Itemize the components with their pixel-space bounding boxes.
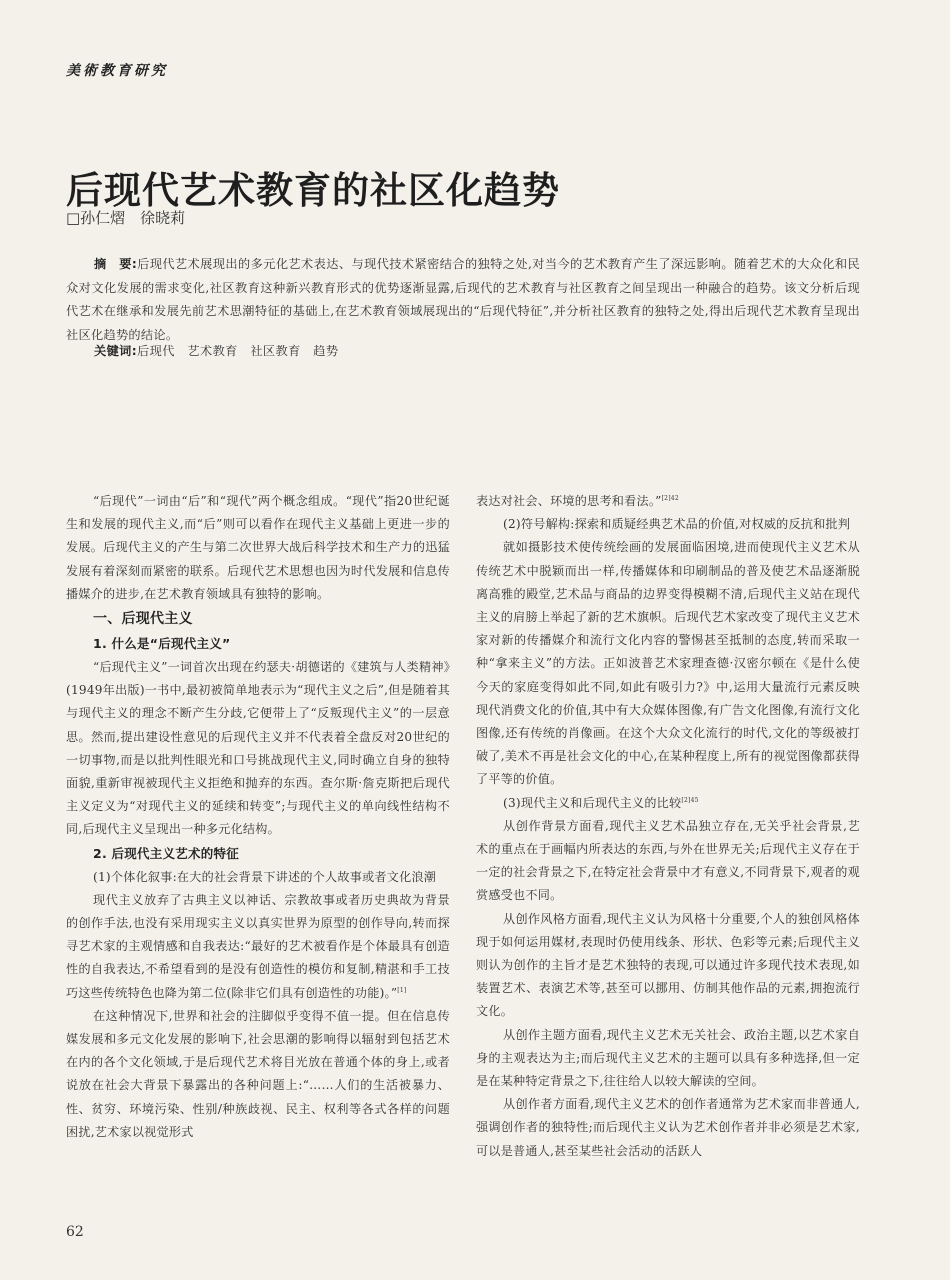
reference-marker: [2]45 bbox=[681, 796, 699, 804]
paragraph: 在这种情况下,世界和社会的注脚似乎变得不值一提。但在信息传媒发展和多元文化发展的影响下,社会思潮的影响得以辐射到包括艺术在内的各个文化领域,于是后现代艺术将目光放在普通个体的身上,或者说放在社会大背景下暴露出的各种问题上:“……人们的生活被暴力、性、贫穷、环境污染、性别/种族歧视、民主、权利等各式各样的问题困扰,艺术家以视觉形式 bbox=[66, 1008, 450, 1139]
article-authors: □孙仁熠 徐晓莉 bbox=[66, 209, 186, 227]
reference-marker: [2]42 bbox=[661, 494, 679, 502]
paragraph-text: 表达对社会、环境的思考和看法。” bbox=[476, 494, 662, 508]
keywords-label: 关键词: bbox=[94, 344, 138, 358]
right-column bbox=[476, 490, 860, 1163]
paragraph: 就如摄影技术使传统绘画的发展面临困境,进而使现代主义艺术从传统艺术中脱颖而出一样,传播媒体和印刷制品的普及使艺术品逐渐脱离高雅的殿堂,艺术品与商品的边界变得模糊不清,后现代主义站在现代主义的肩膀上举起了新的艺术旗帜。后现代艺术家改变了现代主义艺术家对新的传播媒介和流行文化内容的警惕甚至抵制的态度,转而采取一种“拿来主义”的方法。正如波普艺术家理查德·汉密尔顿在《是什么使今天的家庭变得如此不同,如此有吸引力?》中,运用大量流行元素反映现代消费文化的价值,其中有大众媒体图像,有广告文化图像,有流行文化图像,还有传统的肖像画。在这个大众文化流行的时代,文化的等级被打破了,美术不再是社会文化的中心,在某种程度上,所有的视觉图像都获得了平等的价值。 bbox=[476, 540, 860, 787]
paragraph: “后现代主义”一词首次出现在约瑟夫·胡德诺的《建筑与人类精神》(1949年出版)一书中,最初被简单地表示为“现代主义之后”,但是随着其与现代主义的理念不断产生分歧,它便带上了“反叛现代主义”的一层意思。然而,提出建设性意见的后现代主义并不代表着全盘反对20世纪的一切事物,而是以批判性眼光和口号挑战现代主义,同时确立自身的独特面貌,重新审视被现代主义拒绝和抛弃的东西。查尔斯·詹克斯把后现代主义定义为“对现代主义的延续和转变”;与现代主义的单向线性结构不同,后现代主义呈现出一种多元化结构。 bbox=[66, 660, 450, 837]
paragraph-continuation bbox=[476, 490, 860, 513]
page-number: 62 bbox=[66, 1224, 84, 1240]
keywords bbox=[94, 342, 338, 359]
abstract bbox=[66, 253, 860, 347]
subsection-heading: 2. 后现代主义艺术的特征 bbox=[93, 845, 240, 861]
journal-name: 美術教育研究 bbox=[66, 63, 168, 79]
section-heading: 一、后现代主义 bbox=[93, 611, 193, 628]
point-heading: (2)符号解构:探索和质疑经典艺术品的价值,对权威的反抗和批判 bbox=[503, 517, 851, 532]
paragraph bbox=[66, 889, 450, 1005]
intro-paragraph: “后现代”一词由“后”和“现代”两个概念组成。“现代”指20世纪诞生和发展的现代主义,而“后”则可以看作在现代主义基础上更进一步的发展。后现代主义的产生与第二次世界大战后科学技术和生产力的迅猛发展有着深刻而紧密的联系。后现代艺术思想也因为时代发展和信息传播媒介的进步,在艺术教育领域具有独特的影响。 bbox=[66, 494, 450, 601]
point-heading: (1)个体化叙事:在大的社会背景下讲述的个人故事或者文化浪潮 bbox=[93, 869, 437, 884]
paragraph: 从创作风格方面看,现代主义认为风格十分重要,个人的独创风格体现于如何运用媒材,表现时仍使用线条、形状、色彩等元素;后现代主义则认为创作的主旨才是艺术独特的表现,可以通过许多现代技术表现,如装置艺术、表演艺术等,甚至可以挪用、仿制其他作品的元素,拥抱流行文化。 bbox=[476, 911, 860, 1019]
paragraph: 从创作主题方面看,现代主义艺术无关社会、政治主题,以艺术家自身的主观表达为主;而后现代主义艺术的主题可以具有多种选择,但一定是在某种特定背景之下,往往给人以较大解读的空间。 bbox=[476, 1027, 860, 1089]
paragraph-text: 现代主义放弃了古典主义以神话、宗教故事或者历史典故为背景的创作手法,也没有采用现实主义以真实世界为原型的创作导向,转而探寻艺术家的主观情感和自我表达:“最好的艺术被看作是个体最具有创造性的自我表达,不希望看到的是没有创造性的模仿和复制,精湛和手工技巧这些传统特色也降为第二位(除非它们具有创造性的功能)。” bbox=[66, 892, 450, 1000]
keywords-text: 后现代 艺术教育 社区教育 趋势 bbox=[137, 344, 339, 358]
point-heading bbox=[476, 792, 860, 815]
abstract-text: 后现代艺术展现出的多元化艺术表达、与现代技术紧密结合的独特之处,对当今的艺术教育产生了深远影响。随着艺术的大众化和民众对文化发展的需求变化,社区教育这种新兴教育形式的优势逐渐显露,后现代的艺术教育与社区教育之间呈现出一种融合的趋势。该文分析后现代艺术在继承和发展先前艺术思潮特征的基础上,在艺术教育领域展现出的“后现代特征”,并分析社区教育的独特之处,得出后现代艺术教育呈现出社区化趋势的结论。 bbox=[66, 257, 860, 342]
reference-marker: [1] bbox=[397, 986, 407, 994]
subsection-heading: 1. 什么是“后现代主义” bbox=[93, 636, 231, 652]
point-heading-text: (3)现代主义和后现代主义的比较 bbox=[503, 795, 682, 810]
article-title: 后现代艺术教育的社区化趋势 bbox=[66, 169, 560, 212]
left-column bbox=[66, 490, 450, 1144]
paragraph: 从创作者方面看,现代主义艺术的创作者通常为艺术家而非普通人,强调创作者的独特性;而后现代主义认为艺术创作者并非必须是艺术家,可以是普通人,甚至某些社会活动的活跃人 bbox=[476, 1097, 860, 1158]
abstract-label: 摘 要: bbox=[94, 257, 137, 271]
paragraph: 从创作背景方面看,现代主义艺术品独立存在,无关乎社会背景,艺术的重点在于画幅内所表达的东西,与外在世界无关;后现代主义存在于一定的社会背景之下,在特定社会背景中才有意义,不同背景下,观者的观赏感受也不同。 bbox=[476, 818, 860, 903]
